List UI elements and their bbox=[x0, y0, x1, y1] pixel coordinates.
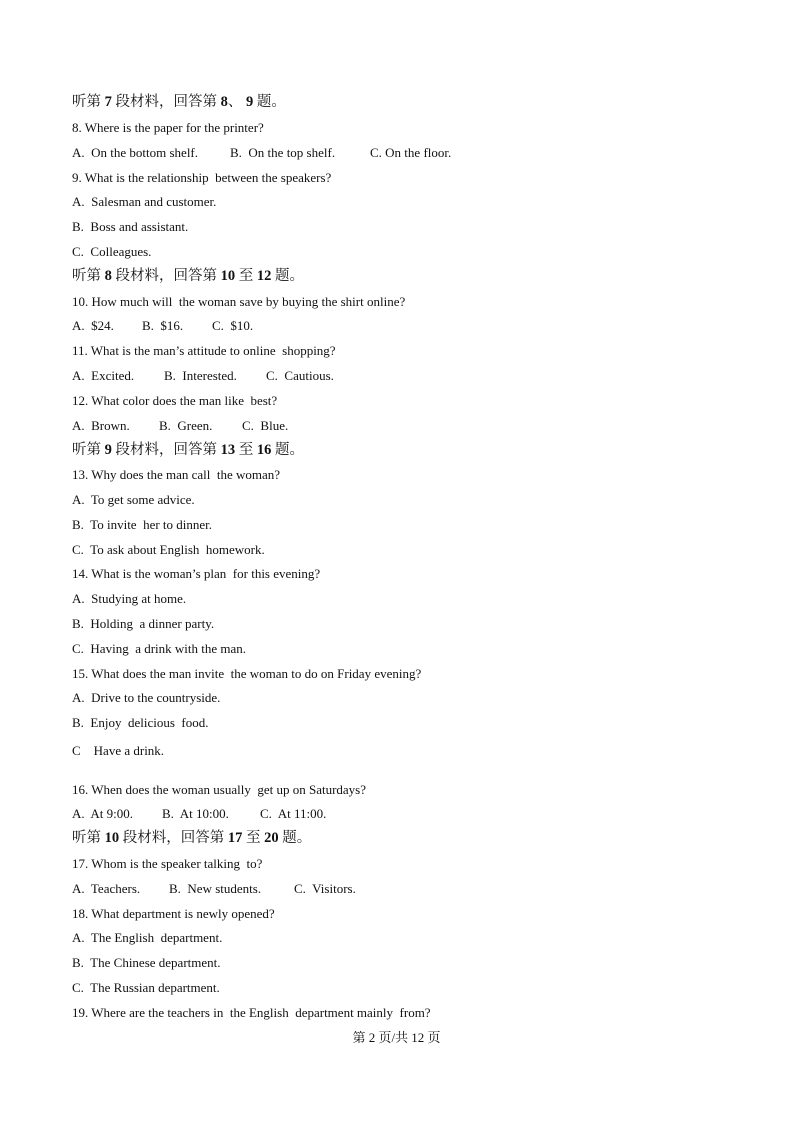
question-9-option-a: A. Salesman and customer. bbox=[72, 194, 217, 209]
question-15-option-a: A. Drive to the countryside. bbox=[72, 690, 221, 705]
question-11-options bbox=[72, 368, 334, 384]
question-18-option-a: A. The English department. bbox=[72, 930, 223, 945]
question-18-option-c: C. The Russian department. bbox=[72, 980, 220, 995]
page-footer: 第 2 页/共 12 页 bbox=[352, 1030, 441, 1045]
option-a: A. $24. bbox=[72, 318, 114, 333]
question-13: 13. Why does the man call the woman? bbox=[72, 467, 281, 482]
question-15-option-c: C Have a drink. bbox=[72, 743, 165, 758]
question-17-options bbox=[72, 881, 356, 897]
question-15: 15. What does the man invite the woman to do on Friday evening? bbox=[72, 666, 422, 681]
question-8-options bbox=[72, 145, 451, 161]
question-9-option-c: C. Colleagues. bbox=[72, 244, 152, 259]
option-c: C. Cautious. bbox=[266, 368, 334, 383]
question-16: 16. When does the woman usually get up on Saturdays? bbox=[72, 782, 367, 797]
question-14: 14. What is the woman’s plan for this evening? bbox=[72, 566, 321, 581]
question-9-option-b: B. Boss and assistant. bbox=[72, 219, 189, 234]
question-13-option-c: C. To ask about English homework. bbox=[72, 542, 265, 557]
question-18-option-b: B. The Chinese department. bbox=[72, 955, 221, 970]
option-b: B. Interested. bbox=[164, 368, 237, 383]
question-18: 18. What department is newly opened? bbox=[72, 906, 275, 921]
question-19: 19. Where are the teachers in the English department mainly from? bbox=[72, 1005, 431, 1020]
question-12-options bbox=[72, 418, 288, 434]
option-b: B. At 10:00. bbox=[162, 806, 229, 821]
option-a: A. On the bottom shelf. bbox=[72, 145, 199, 160]
option-c: C. At 11:00. bbox=[260, 806, 327, 821]
question-17: 17. Whom is the speaker talking to? bbox=[72, 856, 263, 871]
option-c: C. On the floor. bbox=[370, 145, 452, 160]
option-b: B. Green. bbox=[159, 418, 213, 433]
question-13-option-a: A. To get some advice. bbox=[72, 492, 195, 507]
section-header-9: 听第 9 段材料，回答第 13 至 16 题。 bbox=[72, 442, 304, 458]
question-12: 12. What color does the man like best? bbox=[72, 393, 278, 408]
question-15-option-b: B. Enjoy delicious food. bbox=[72, 715, 209, 730]
question-8: 8. Where is the paper for the printer? bbox=[72, 120, 264, 135]
question-9: 9. What is the relationship between the speakers? bbox=[72, 170, 332, 185]
question-14-option-a: A. Studying at home. bbox=[72, 591, 187, 606]
option-a: A. Brown. bbox=[72, 418, 130, 433]
question-10-options bbox=[72, 318, 253, 334]
option-a: A. Teachers. bbox=[72, 881, 141, 896]
option-c: C. Blue. bbox=[242, 418, 289, 433]
option-c: C. $10. bbox=[212, 318, 254, 333]
section-header-7: 听第 7 段材料，回答第 8、 9 题。 bbox=[72, 94, 286, 110]
question-14-option-b: B. Holding a dinner party. bbox=[72, 616, 215, 631]
question-13-option-b: B. To invite her to dinner. bbox=[72, 517, 213, 532]
question-14-option-c: C. Having a drink with the man. bbox=[72, 641, 247, 656]
section-header-8: 听第 8 段材料，回答第 10 至 12 题。 bbox=[72, 268, 304, 284]
option-b: B. $16. bbox=[142, 318, 184, 333]
question-16-options bbox=[72, 806, 326, 822]
question-10: 10. How much will the woman save by buying the shirt online? bbox=[72, 294, 406, 309]
option-a: A. Excited. bbox=[72, 368, 135, 383]
option-b: B. New students. bbox=[169, 881, 262, 896]
option-c: C. Visitors. bbox=[294, 881, 356, 896]
question-11: 11. What is the man’s attitude to online shopping? bbox=[72, 343, 336, 358]
option-a: A. At 9:00. bbox=[72, 806, 134, 821]
option-b: B. On the top shelf. bbox=[230, 145, 336, 160]
section-header-10: 听第 10 段材料，回答第 17 至 20 题。 bbox=[72, 830, 312, 846]
